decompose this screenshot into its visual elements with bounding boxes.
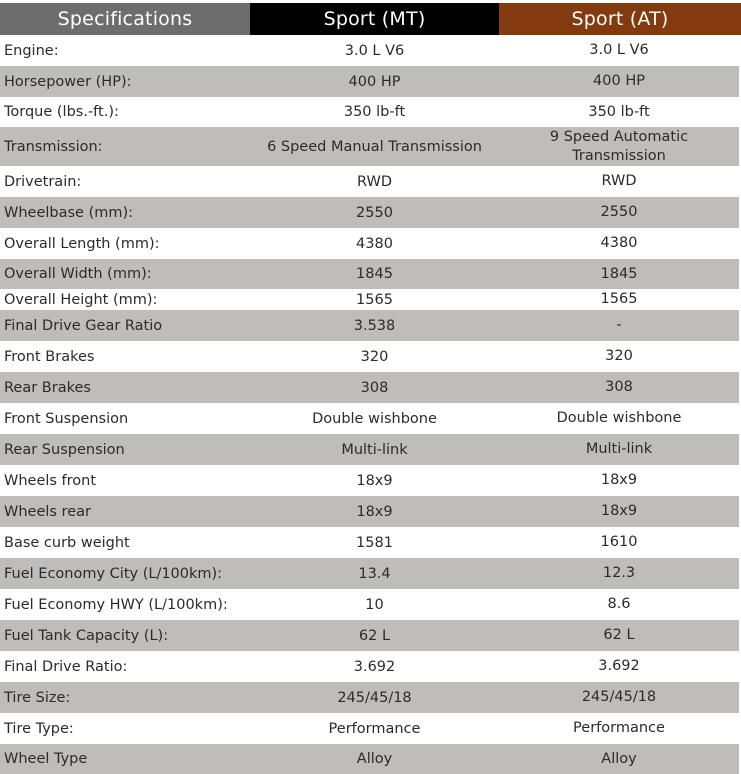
row-value-mt: 3.538 [353, 317, 396, 334]
row-label: Transmission: [4, 138, 103, 155]
row-label: Horsepower (HP): [4, 73, 132, 90]
table-row [0, 744, 739, 774]
table-row [0, 228, 739, 259]
row-value-mt: 320 [360, 348, 389, 365]
row-value-at: 1565 [600, 291, 638, 307]
row-value-mt: 10 [365, 596, 384, 613]
row-value-mt: Double wishbone [312, 410, 437, 427]
row-value-mt: 3.0 L V6 [344, 42, 405, 59]
row-label: Wheels rear [4, 503, 91, 520]
row-label: Final Drive Gear Ratio [4, 317, 163, 334]
table-row [0, 465, 739, 496]
table-row [0, 97, 739, 127]
row-value-at: Double wishbone [556, 410, 682, 426]
table-row [0, 620, 739, 651]
row-value-mt: RWD [357, 173, 392, 190]
row-value-at: RWD [601, 173, 637, 189]
row-label: Overall Height (mm): [4, 291, 158, 308]
row-value-at: 12.3 [602, 565, 636, 581]
table-row [0, 166, 739, 197]
row-value-at: 62 L [603, 627, 635, 643]
row-value-mt: 13.4 [358, 565, 391, 582]
table-row [0, 259, 739, 289]
row-label: Rear Suspension [4, 441, 125, 458]
row-label: Engine: [4, 42, 59, 59]
row-value-at: Multi-link [585, 441, 653, 457]
row-value-mt: 400 HP [348, 73, 401, 90]
row-value-at: 3.692 [598, 658, 640, 674]
row-value-at: 3.0 L V6 [589, 42, 649, 58]
table-row [0, 35, 739, 66]
row-value-mt: Alloy [356, 751, 393, 767]
table-row [0, 558, 739, 589]
row-value-at: 350 lb-ft [588, 103, 650, 120]
table-row [0, 527, 739, 558]
row-label: Final Drive Ratio: [4, 658, 128, 675]
row-label: Rear Brakes [4, 379, 91, 396]
header-sport-mt: Sport (MT) [250, 3, 499, 35]
table-row [0, 197, 739, 228]
row-value-mt: 1565 [356, 291, 393, 308]
row-value-mt: Performance [328, 720, 421, 737]
row-value-at: 400 HP [593, 73, 645, 89]
row-label: Front Suspension [4, 410, 129, 427]
row-value-at: - [616, 317, 622, 333]
row-value-mt: 1581 [356, 534, 393, 551]
row-label: Overall Length (mm): [4, 235, 160, 252]
row-value-mt: 308 [360, 379, 389, 396]
row-value-at: 320 [605, 348, 633, 364]
row-label: Tire Size: [4, 689, 71, 706]
row-value-mt: 2550 [356, 204, 393, 221]
row-value-at: 9 Speed Automatic Transmission [549, 128, 689, 164]
row-label: Fuel Economy HWY (L/100km): [4, 596, 228, 613]
row-value-at: Alloy [601, 750, 637, 767]
row-value-at: 1845 [600, 265, 638, 282]
table-header [0, 3, 741, 35]
table-row [0, 127, 739, 166]
table-row [0, 66, 739, 97]
table-row [0, 403, 739, 434]
row-label: Overall Width (mm): [4, 266, 152, 282]
row-value-at: 245/45/18 [581, 689, 657, 705]
table-row [0, 372, 739, 403]
table-row [0, 310, 739, 341]
table-row [0, 682, 739, 713]
row-value-at: 308 [605, 379, 633, 395]
row-value-mt: 3.692 [353, 658, 396, 675]
header-specifications: Specifications [0, 3, 250, 35]
row-label: Wheels front [4, 472, 97, 489]
row-label: Torque (lbs.-ft.): [4, 104, 119, 120]
table-row [0, 289, 739, 310]
table-row [0, 713, 739, 744]
row-value-at: 1610 [600, 534, 638, 550]
table-row [0, 651, 739, 682]
row-label: Front Brakes [4, 348, 95, 365]
row-value-at: 18x9 [600, 503, 638, 519]
row-value-mt: 245/45/18 [337, 689, 412, 706]
row-value-mt: 18x9 [356, 503, 393, 520]
row-label: Fuel Economy City (L/100km): [4, 565, 223, 582]
row-label: Base curb weight [4, 534, 130, 551]
row-label: Tire Type: [4, 720, 74, 737]
row-value-mt: 6 Speed Manual Transmission [267, 138, 482, 155]
row-value-mt: 18x9 [356, 472, 393, 489]
table-row [0, 589, 739, 620]
row-value-mt: 62 L [358, 627, 391, 644]
row-value-at: 4380 [600, 235, 638, 251]
row-label: Wheelbase (mm): [4, 204, 134, 221]
row-label: Drivetrain: [4, 173, 82, 190]
row-value-mt: 350 lb-ft [343, 104, 406, 120]
row-value-mt: Multi-link [341, 441, 408, 458]
table-row [0, 341, 739, 372]
header-sport-at: Sport (AT) [499, 3, 741, 35]
table-row [0, 496, 739, 527]
row-value-at: 8.6 [607, 596, 631, 612]
row-value-at: 2550 [600, 204, 638, 220]
row-label: Wheel Type [4, 751, 88, 767]
row-value-mt: 1845 [356, 266, 393, 282]
row-value-at: 18x9 [600, 472, 638, 488]
table-row [0, 434, 739, 465]
row-value-at: Performance [573, 720, 665, 736]
row-label: Fuel Tank Capacity (L): [4, 627, 169, 644]
row-value-mt: 4380 [356, 235, 393, 252]
